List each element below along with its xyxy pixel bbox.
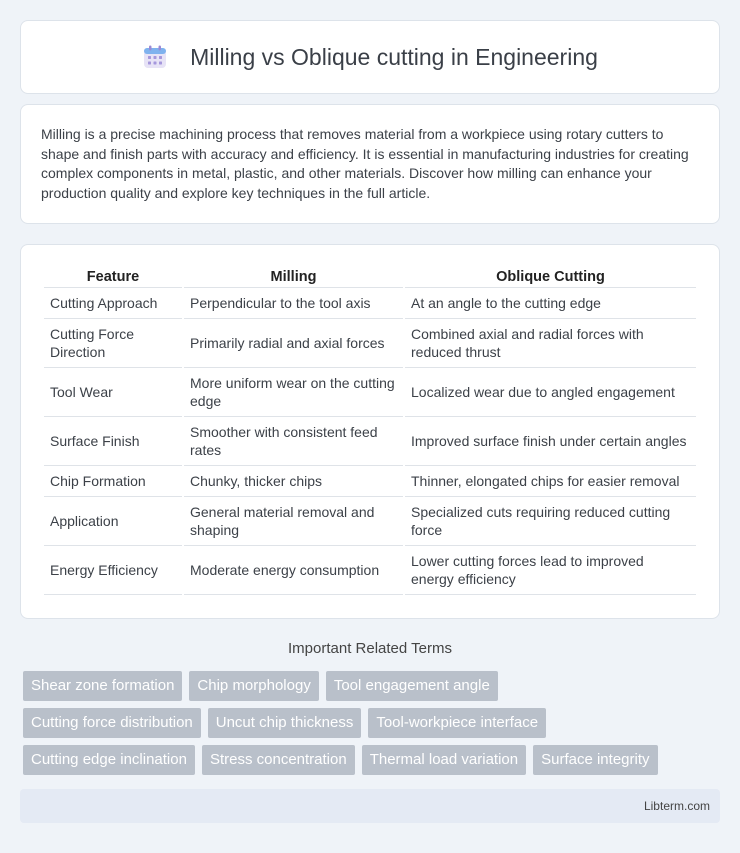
- table-cell: Cutting Force Direction: [44, 319, 182, 368]
- table-row: [44, 497, 696, 546]
- table-cell: Surface Finish: [44, 417, 182, 466]
- comparison-table: [42, 265, 698, 595]
- comparison-card: [20, 244, 720, 619]
- term-tag[interactable]: Uncut chip thickness: [208, 708, 362, 738]
- footer-site-link[interactable]: Libterm.com: [643, 799, 710, 813]
- table-cell: Localized wear due to angled engagement: [405, 368, 696, 417]
- table-cell: Thinner, elongated chips for easier removal: [405, 466, 696, 497]
- term-tag[interactable]: Surface integrity: [533, 745, 657, 775]
- table-cell: Perpendicular to the tool axis: [184, 288, 403, 319]
- term-tag[interactable]: Tool engagement angle: [326, 671, 498, 701]
- table-cell: Tool Wear: [44, 368, 182, 417]
- term-tag[interactable]: Cutting edge inclination: [23, 745, 195, 775]
- table-cell: Moderate energy consumption: [184, 546, 403, 595]
- intro-card: [20, 104, 720, 224]
- table-row: [44, 288, 696, 319]
- table-row: [44, 466, 696, 497]
- table-cell: Application: [44, 497, 182, 546]
- table-cell: Chunky, thicker chips: [184, 466, 403, 497]
- table-cell: General material removal and shaping: [184, 497, 403, 546]
- table-cell: Combined axial and radial forces with reduced thrust: [405, 319, 696, 368]
- table-row: [44, 417, 696, 466]
- term-tag[interactable]: Thermal load variation: [362, 745, 526, 775]
- related-terms-title: Important Related Terms: [288, 640, 452, 657]
- column-header-milling: Milling: [184, 265, 403, 288]
- term-tag[interactable]: Tool-workpiece interface: [368, 708, 546, 738]
- page-title: Milling vs Oblique cutting in Engineering: [190, 43, 598, 70]
- term-tag[interactable]: Cutting force distribution: [23, 708, 201, 738]
- table-header-row: [44, 265, 696, 288]
- intro-text: Milling is a precise machining process that removes material from a workpiece using rotary cutters to shape and finish parts with accuracy and efficiency. It is essential in manufacturing industries for creating complex components in metal, plastic, and other materials. Discover how milling can enhance your production quality and explore key techniques in the full article.: [41, 126, 689, 201]
- term-tag[interactable]: Stress concentration: [202, 745, 355, 775]
- column-header-feature: Feature: [44, 265, 182, 288]
- table-cell: Specialized cuts requiring reduced cutting force: [405, 497, 696, 546]
- table-cell: At an angle to the cutting edge: [405, 288, 696, 319]
- term-tag[interactable]: Shear zone formation: [23, 671, 182, 701]
- table-cell: Improved surface finish under certain angles: [405, 417, 696, 466]
- table-cell: Cutting Approach: [44, 288, 182, 319]
- table-row: [44, 368, 696, 417]
- footer: [20, 789, 720, 823]
- table-cell: Chip Formation: [44, 466, 182, 497]
- term-tag[interactable]: Chip morphology: [189, 671, 318, 701]
- table-cell: Smoother with consistent feed rates: [184, 417, 403, 466]
- table-row: [44, 319, 696, 368]
- column-header-oblique: Oblique Cutting: [405, 265, 696, 288]
- related-terms-list: [23, 671, 723, 782]
- table-cell: Lower cutting forces lead to improved energy efficiency: [405, 546, 696, 595]
- table-cell: Energy Efficiency: [44, 546, 182, 595]
- table-cell: Primarily radial and axial forces: [184, 319, 403, 368]
- calendar-icon: [142, 44, 168, 70]
- table-row: [44, 546, 696, 595]
- header-card: [20, 20, 720, 94]
- table-cell: More uniform wear on the cutting edge: [184, 368, 403, 417]
